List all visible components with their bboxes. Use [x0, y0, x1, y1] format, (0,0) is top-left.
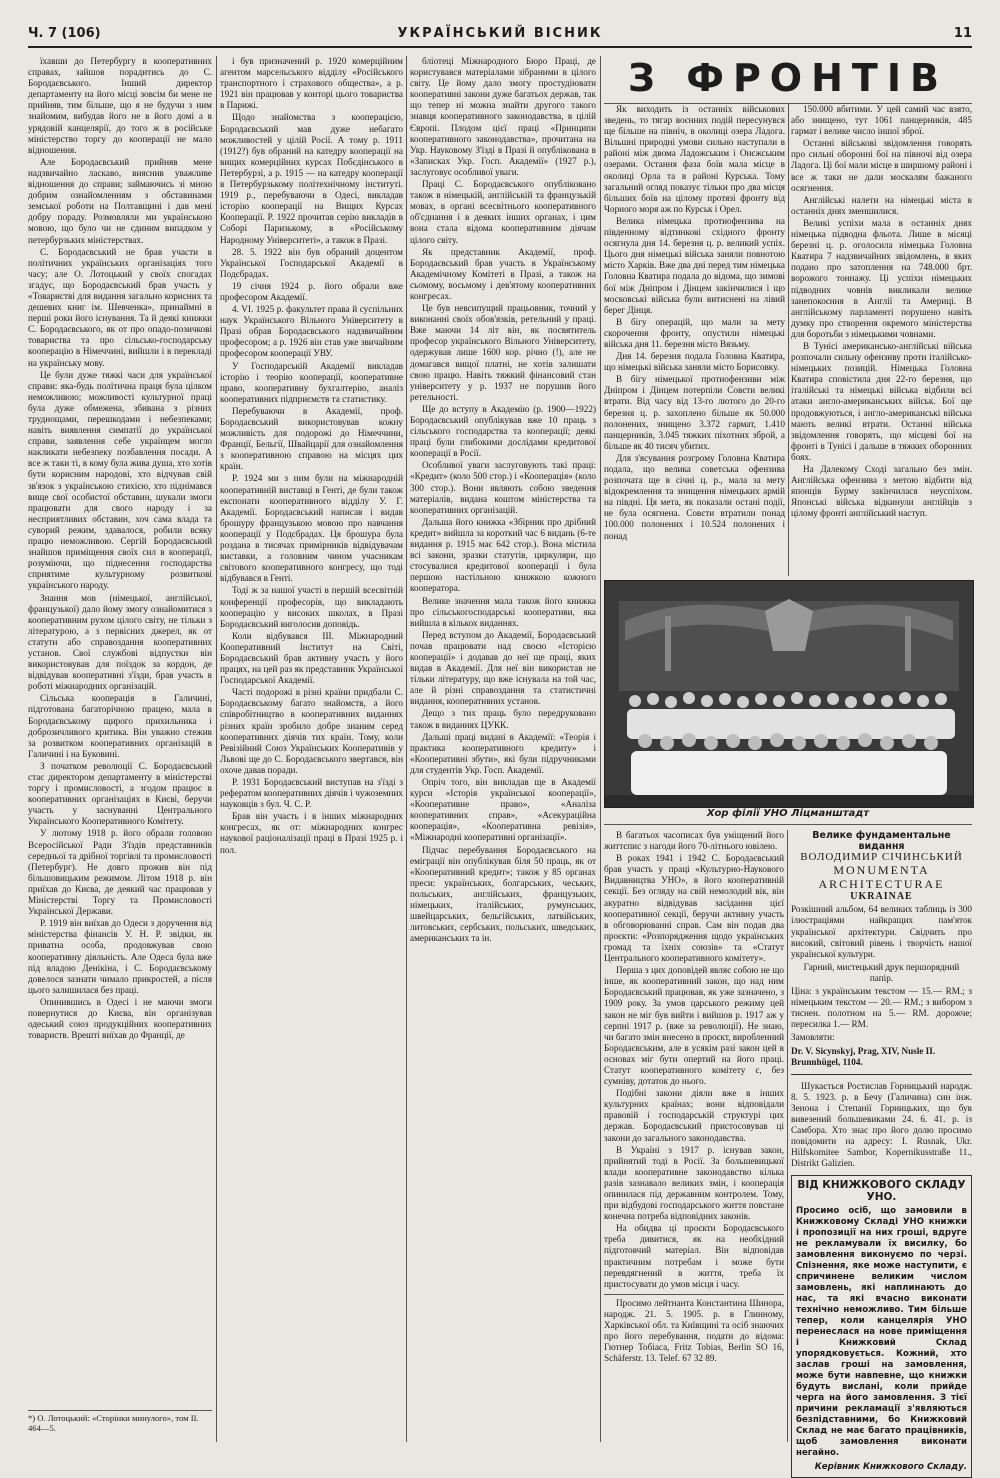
paragraph: Коли відбувався III. Міжнародний Кооперативний Інститут на Світі, Бородаєвський брав активну участь у його працях, на цей раз як представник Української Господарської Академії.: [220, 630, 403, 686]
paragraph: У Господарській Академії викладав історію і теорію кооперації, кооперативне право, кооперативну бухгалтерію, аналіз кооперативних підприємств та статистику.: [220, 360, 403, 404]
paragraph: Перед вступом до Академії, Бородаєвський почав працювати над своєю «Історією кооперації» і додавав до неї ще праці, яких видав в Академії. Для неї він використав не тільки літературу, що вже існувала на той час, але й різні справоздання та статистичні видання, кооперативних установ.: [410, 629, 596, 707]
paragraph: У лютому 1918 р. його обрали головою Всеросійської Ради З'їздів представників середньої та дрібної торгівлі та промисловості (Петербург). Не довго прожив він під більшовицьким режимом. Літом 1918 р. він приїхав до Києва, де деякий час працював у Міністерстві Торгу та Промисловості Української Держави.: [28, 828, 212, 917]
column-divider: [600, 56, 601, 1442]
photo-caption: Хор філії УНО Ліцманштадт: [706, 808, 870, 819]
ad-order-address: Dr. V. Sicynskyj, Prag, XIV, Nusle II. Brunnhügel, 1104.: [791, 1045, 936, 1067]
notice-paragraph: Просимо лейтнанта Константина Шинора, народж. 21. 5. 1905. р. в Глинному, Харківської обл. та Київщині та осіб знаючих про його перебування, подати до відома: Гютнер Тобіаса, Fritz Tobias, Berlin SO 16, Schäferstr. 13. Telef. 67 32 89.: [604, 1294, 784, 1365]
paragraph: Велика німецька протиофензива на південному відтинкові східного фронту осягнула дня 14. березня ц. р. великий успіх. Цього дня німецькі війська заняли повнотою місто Харків. Вже два дні перед тим німецька Головна Кватира подала до відома, що зимові бої між Дніпром і Дінцем закінчилися і що московські війська були витиснені на лівий берег Дінця.: [604, 215, 785, 315]
paragraph: Останні військові звідомлення говорять про сильні оборонні бої на півночі від озера Ладога. Ці бої мали місце в ширшому районі і все ж таки не дали москалям бажаного осягнення.: [791, 138, 972, 193]
section-title: З ФРОНТІВ: [628, 56, 948, 100]
paragraph: Для з'ясування розгрому Головна Кватира подала, що велика советська офензива розпочата ще в січні ц. р., мала за мету відокремлення та знищення німецьких армій на півдні. Ця мета, як показали остані події, не була осягнена. Совєти втратили понад 100.000 полонених і 10.524 полонених і понад: [604, 452, 785, 541]
divider: [604, 824, 972, 825]
paragraph: Тоді ж за нашої участі в першій всесвітній конференції професорів, що викладають кооперацію у високих школах, в Празі Бородаєвський виголосив доповідь.: [220, 585, 403, 629]
ad-title-line: MONUMENTA: [833, 863, 930, 878]
footnote: *) О. Лотоцький: «Сторінки минулого», том II. 464—5.: [28, 1410, 212, 1433]
paragraph: Це були дуже тяжкі часи для української справи: яка-будь політична праця була цілком неможливою; можливості культурної праці була дуже обмежена, збивана з різних труднощами, перешкодами і небезпеками; навіть виявлення симпатії до української справи, заявлення себе українцем могло накликати небезпеку позбавлення посади. А все ж таки ті, в кому була жива душа, хто хотів бути корисним народові, хто відчував свій зв'язок з українською стихією, хто піднімався вище свої особистої обставин, шукали змоги працювати для свого народу і за несприятливих обставин, хоч сама влада та суворий режим, здавалося, робили всяку працю неможливою. Сергій Бородаєвський знайшов приміщення своїх сил в кооперації, розуміючи, що піднесення господарства сприятиме культурному розвиткові українського народу.: [28, 369, 212, 591]
paragraph: Знання мов (німецької, англійської, французької) дало йому змогу ознайомитися з кооперативним рухом цілого світу, не тільки з літературою, а з первісних джерел, як от статути або справоздання кооперативних установ. Свої службові відпустки він використовував для поїздок за кордон, де відвідував кооперативні з'їзди, брав участь в роботі міжнародних організацій.: [28, 592, 212, 692]
paragraph: Це був невсипущий працьовник, точний у виконанні своїх обов'язків, ретельний у праці. Вже маючи 14 літ він, як посвятитель професор українського Вільного Університету, одержував лише 1600 кор. річно (!), але не домагався вищої платні, не хотів залишати свою працю. Навіть тяжкий фінансовий стан університету у р. 1937 не порушив його ретельності.: [410, 303, 596, 402]
front-news-column-2: [791, 104, 972, 576]
column-divider: [216, 56, 217, 1442]
choir-photo: [604, 580, 974, 808]
paragraph: бліотеці Міжнародного Бюро Праці, де користувався матеріалами зібраними в цілого світу. Це йому дало змогу простудіювати кооперативні закони дуже багатьох держав, так що тепер ні можна знайти другого такого знавця кооперативного законодавства, в цілій Європі. Плодом цієї праці «Принципи кооперативного законодавства», прочитана на Укр. Науковому З'їзді в Празі й опублікована в «Записках Укр. Госп. Академії» (1927 р.), заслуговує особливої уваги.: [410, 56, 596, 177]
paragraph: Праці С. Бородаєвського опубліковано також в німецькій, англійській та французькій мовах, в органі всесвітнього кооперативного об'єднання і в деяких інших органах, і цим вона стала відома кооперативним діячам цілого світу.: [410, 179, 596, 245]
newspaper-title: УКРАЇНСЬКИЙ ВІСНИК: [397, 26, 603, 41]
article-continuation-column: [604, 830, 784, 1442]
paragraph: В Україні з 1917 р. існував закон, прийнятий тоді в Росії. За большевицької влади кооперативне законодавство кілька разів зазнавало великих змін, і кооперація опинилася під державним контролем. Тому, при відбудові господарського життя повстане конечна потреба відповідних законів.: [604, 1144, 784, 1222]
column-divider: [787, 830, 788, 1442]
paragraph: Брав він участь і в інших міжнародних конгресах, як от: міжнародних конгрес наукової раціоналізації праці в Празі 1925 р. і пол.: [220, 811, 403, 855]
ad-prices: Ціна: з українським текстом — 15.— RM.; з німецьким текстом — 20.— RM.; з вибором з тиснен. полотном на 5.— RM. дорожче; пересилка 1.— RM.: [791, 986, 972, 1030]
paragraph: Особливої уваги заслуговують такі праці: «Кредит» (коло 500 стор.) і «Кооперація» (коло 300 стор.). Вони являють собою зведення матеріалів, видана коштом міністерства та кооперативних організацій.: [410, 460, 596, 515]
bookstore-text: Просимо осіб, що замовили в Книжковому Складі УНО книжки і пропозиції на них гроші, вдруге не рекламували їх висилку, бо замовлення виконуємо по черзі. Спізнення, яке може наступити, є спричинене великим числом замовлень, які наплинають до нас, та які вчасно виконати технічно неможливо. Тим більше тепер, коли канцелярія УНО перенеслася на нове приміщення і Книжковий Склад упорядковується. Кожний, хто заслав гроші на замовлення, може бути навпевне, що книжки будуть вислані, коли прийде черга на його замовлення. З тієї причини рекламації з'являються безпідставними, бо Книжковий Склад не має багато працівників, щоб замовлення виконати негайно.: [796, 1205, 967, 1458]
paragraph: В бігу операцій, що мали за мету скорочення фронту, опустили німецькі війська дня 11. березня місто Вязьму.: [604, 316, 785, 349]
paragraph: 19 січня 1924 р. його обрали вже професором Академії.: [220, 280, 403, 302]
paragraph: Р. 1931 Бородаєвський виступав на з'їзді з рефератом кооперативних діячів і чужоземних науковців з бул. Ч. С. Р.: [220, 777, 403, 810]
ad-description: Розкішний альбом, 64 великих таблиць із 300 ілюстраціями найкращих пам'яток української архітектури. Свідчить про високий, світовий рівень і творчість нашої української культури.: [791, 904, 972, 959]
paragraph: В бігу німецької протиофензиви між Дніпром і Дінцем потерпіли Совєти великі втрати. Від часу від 13-го лютого до 20-го березня ц. р. захоплено більше як 50.000 полонених, знищено 3.372 гармат, 1.410 панцерників, 3.045 тяжких піхотних зброй, а більше як 40 тисяч убитих.: [604, 374, 785, 451]
bookstore-title: ВІД КНИЖКОВОГО СКЛАДУ УНО.: [797, 1179, 966, 1203]
paragraph: Щодо знайомства з кооперацією, Бородаєвський мав дуже небагато можливостей у цілій Росії. А тому р. 1911 (1912?) був обраний на катедру кооперації на вищих комерційних курсах Побєдінського в Петербурзі, а р. 1915 — на катедру кооперації в Петербурзькому політехнічному інституті. 1919 р., перебуваючи в Одесі, викладав історію кооперації на Вищих Курсах Кооперації. Р. 1922 прочитав серію викладів в Соборі Паризькому, в «Російському Народному Університеті», а також в Празі.: [220, 112, 403, 245]
article-column-1: [28, 56, 212, 1442]
paragraph: їхавши до Петербургу в кооперативних справах, зайшов порадитись до С. Бородаєвського. Інший директор департаменту на його місці зовсім би мене не прийняв, тим більше, що я не будучи з ним знайомим, вибудав його не в його домі а в урядовій канцелярії, до того ж в російське міністерство торгу до кооперації не мало відношення.: [28, 56, 212, 155]
paragraph: Але Бородаєвський прийняв мене надзвичайно ласкаво, вияснив уважливе відношення до справи; займаючись зі мною добрим ознайомленням з обставинами земської роботи на Полтавщині і дав мені добру пораду. Розмовляли ми українською мовою, що було чи не єдиним випадком у петербурзьких міністерствах.: [28, 156, 212, 245]
paragraph: Дещо з тих праць було передруковано також в виданнях ЦУКК.: [410, 708, 596, 730]
divider: [791, 1074, 972, 1075]
page-number: 11: [953, 26, 972, 41]
search-notice: Шукається Ростислав Горницький народж. 8. 5. 1923. р. в Бечу (Галичина) син інж. Зенона і Степанії Горницьких, що був вивезений большевиками 24. 6. 41. р. із Самбора. Хто знає про його долю просимо повідомити на адресу: I. Rusnak, Ukr. Hilfskomitee Sambor, Kopernikusstraße 11., Distrikt Galizien.: [791, 1080, 972, 1169]
paragraph: Опинившись в Одесі і не маючи змоги повернутися до Києва, він організував одеський союз продукційних кооперативних товариств. Врешті виїхав до Франції, де: [28, 996, 212, 1041]
paragraph: В роках 1941 і 1942 С. Бородаєвський брав участь у праці «Культурно-Наукового Видавництва УНО», в його кооперативній секції. Без огляду на свій немолодий вік, він акуратно відвідував засідання цієї кооперативної секції, беручи активну участь в обговорюванні справ. Сам він подав два проєкти: «Розпорядження щодо українських громад та їхніх союзів» та «Статут Центрального кооперативного комітету».: [604, 853, 784, 964]
paragraph: Перебуваючи в Академії, проф. Бородаєвський використовував кожну можливість для подорожі до Німеччини, Франції, Бельгії, Швайцарії для ознайомлення з кооперативною справою на місцях цих країн.: [220, 405, 403, 472]
paragraph: Великі успіхи мала в останніх днях німецька підводна фльота. Лише в місяці березні ц. р. оголосила німецька Головна Кватира 7 надзвичайних звідомлень, в яких подано про затоплення на 748.000 брт. ворожого тоннажу. Ці успіхи німецьких підводних човнів викликали велике занепокоєння в Англії та Америці. В англійському парламенті порушено навіть думку про створення окремого міністерства для боротьби з німецькими човнами.: [791, 217, 972, 339]
paragraph: і був призначений р. 1920 комерційним агентом марсельського відділу «Російського транспортного і страхового общества», а р. 1921 він працював у конторі цього товариства в Парижі.: [220, 56, 403, 111]
paragraph: Опріч того, він викладав ще в Академії курси «Історія української кооперації», «Кооперативне право», «Аналіза кооперативних справ», «Асекураційна кооперація», «Кооперативна ревізія», «Міжнародні кооперативні організації».: [410, 777, 596, 843]
ad-title-line: UKRAINAE: [850, 891, 913, 903]
paragraph: С. Бородаєвський не брав участи в політичних українських організаціях того часу; але О. Лотоцький у своїх спогадах згадує, що Бородаєвський брав участь у «Товаристві для видання загально корисних та дешевих книг ім. Шевченка», принаймні в перші роки його існування. Та й деякі книжки С. Бородаєвського, як от про опадо-позичкові товариства та про сільсько-господарську кооперацію в Німеччині, вийшли і в перекладі на українську мову.: [28, 246, 212, 368]
paragraph: Дня 14. березня подала Головна Кватира, що німецькі війська заняли місто Борисовку.: [604, 351, 785, 373]
paragraph: Перша з цих доповідей являє собою не що інше, як кооперативний закон, що над ним Бородаєвський працював, як уже зазначено, з 1909 року. За умов царського режиму цей закон не міг був вийти і вийшов р. 1917 аж у серпні 1917 р. (вже за революції). Не знаю, чи багато змін внесено в проєкт, виробленний Бородаєвським, але в усякім разі закон цей в основах міг бути опертий на його праці. Статут кооперативного комітету є, без сумніву, дотаток до нього.: [604, 965, 784, 1087]
right-box: [791, 830, 972, 1478]
paragraph: Часті подорожі в різні країни придбали С. Бородаєвському багато знайомств, а його співробітництво в кооперативних виданнях різних країн зробило добре знаним серед кооперативних діячів тих країн. Тому, коли Ревізійний Союз Українських Кооперативів у Львові ще до С. Бородаєвського звертався, він охоче давав поради.: [220, 687, 403, 775]
paragraph: Р. 1924 ми з ним були на міжнародній кооперативній виставці в Генті, де були також експонати кооперативного відділу У. Г. Академії. Бородаєвський написав і видав брошуру французькою мовою про навчання кооперації у Подєбрадах. Ця брошура була роздана в тисячах примірників відвідувачам виставки, а головним чином учасникам світового кооперативного конгресу, що тоді відбувався в Генті.: [220, 473, 403, 584]
paragraph: 150.000 вбитими. У цей самий час взято, або знищено, тут 1061 панцерників, 485 гармат і велике число іншої зброї.: [791, 104, 972, 137]
paragraph: Підчас перебування Бородаєвського на еміграції він опублікував біля 50 праць, як от «Кооперативний кредит»; також у 85 органах преси: українських, болгарських, чеських, польських, англійських, французьких, німецьких, італійських, румунських, швейцарських, бельгійських, латвійських, литовських, сербських, польських, шведських, американських та ін.: [410, 844, 596, 944]
ad-print-note: Гарний, мистецький друк першорядний папір.: [803, 961, 960, 983]
paragraph: Дальша його книжка «Збірник про дрібний кредит» вийшла за короткий час 6 видань (6-те видання р. 1915 має 642 стор.). Вона містила всі закони, зразки статутів, циркуляри, що стосувалися кредитової кооперації і була першою настільною книжкою кожного кооператора.: [410, 516, 596, 594]
paragraph: 4. VI. 1925 р. факультет права й суспільних наук Українського Вільного Університету в Празі обрав Бородаєвського надзвичайним професором; а р. 1926 він став уже звичайним професором кооперації УВУ.: [220, 304, 403, 359]
bookstore-signature: Керівник Книжкового Складу.: [814, 1461, 967, 1472]
paragraph: Ще до вступу в Академію (р. 1900—1922) Бородаєвський опублікував вже 10 праць з сільського господарства та кооперації; деякі праці були глибокими дослідами кредитової кооперації в Росії.: [410, 403, 596, 459]
paragraph: В багатьох часописах був уміщений його життєпис з нагоди його 70-літнього ювілею.: [604, 830, 784, 852]
paragraph: Як виходить із останніх військових зведень, то тягар воєнних подій пересунувся ще більше на північ, в околиці озера Ладога. Вільшні природні умови сильно наступали в районі між двома Ладожським і Онєжським озерами. Остання фаза боїв мала місце в околиці Орла та в районі Курська. Тому загальний огляд показує тільки про два місця більших боїв на цілому протязі фронту від Чорного моря аж по Курськ і Орел.: [604, 104, 785, 214]
paragraph: 28. 5. 1922 він був обраний доцентом Української Господарської Академії в Подєбрадах.: [220, 246, 403, 279]
article-column-3: [410, 56, 596, 1442]
paragraph: Велике значення мала також його книжка про сільськогосподарські кооперативи, яка вийшла в кількох виданнях.: [410, 595, 596, 628]
paragraph: Подібні закони діяли вже в інших культурних країнах; вони відповідали правовій і господарській структурі цих держав. Бородаєвський пристосовував ці закони до загального законодавства.: [604, 1088, 784, 1143]
paragraph: На обидва ці проєкти Бородаєвського треба дивитися, як на необхідний підготовчий матеріал. Він відповідав практичним потребам і може бути перевдягнений в життя, треба їх пристосувати до умов місця і часу.: [604, 1223, 784, 1289]
article-column-2: [220, 56, 403, 1442]
paragraph: Сільська кооперація в Галичині, підготована багаторічною працею, мала в Бородаєвському щирого прихильника і доброзичливого критика. Він уважно стежив за розвитком кооперативних організацій в Галичині і на Буковині.: [28, 693, 212, 759]
ad-title-line: ARCHITECTURAE: [818, 877, 945, 892]
column-divider: [788, 104, 789, 576]
paragraph: В Тунісі американсько-англійські війська розпочали сильну офензиву проти італійсько-німецьких позицій. Німецька Головна Кватира сповістила дня 22-го березня, що італійські та німецькі війська відбили всі атаки англо-американських військ. Бої ще продовжуються, і англо-американські війська мають великі втрати. Останні війська звідомлення говорять, що місцеві бої на фронті в Тунісі і дальше в тяжких оборонних боях.: [791, 340, 972, 462]
issue-number: Ч. 7 (106): [28, 26, 101, 41]
paragraph: Р. 1919 він виїхав до Одеси з доручення від міністерства фінансів У. Н. Р. звідки, як приватна особа, продовжував свою кооперативну діяльність. Але Одеса була вже під владою Денікіна, і С. Бородаєвському довелося зазнати чимало прикростей, а після цього залишилася без праці.: [28, 918, 212, 995]
column-divider: [406, 56, 407, 1442]
front-news-column-1: [604, 104, 785, 576]
paragraph: Дальші праці видані в Академії: «Теорія і практика кооперативного кредиту» і «Кооперативні збути», які були підручниками для студентів Укр. Госп. Академії.: [410, 731, 596, 775]
ad-author: ВОЛОДИМИР СІЧИНСЬКИЙ: [800, 851, 963, 864]
book-advertisement: [791, 830, 972, 1068]
ad-heading: Велике фундаментальне видання: [812, 830, 951, 853]
ad-order-label: Замовляти:: [791, 1032, 835, 1043]
paragraph: На Далекому Сході загально без змін. Англійська офензива з метою відбити від японців Бурму закінчилася неуспіхом. Японські війська відкинули англійців з цілому фронті англійський наступ.: [791, 464, 972, 519]
bookstore-notice: [791, 1175, 972, 1477]
page-header: [28, 22, 972, 48]
paragraph: З початком революції С. Бородаєвський стає директором департаменту в міністерстві торгу і промисловості, а згодом працює в кооперативних організаціях в Києві, беручи участь у заснуванні Центрального Українського Кооперативного Комітету.: [28, 760, 212, 827]
paragraph: Як представник Академії, проф. Бородаєвський брав участь в Українському Академічному Комітеті в Празі, а також на сьомому, восьмому і дев'ятому кооперативних конгресах.: [410, 246, 596, 301]
paragraph: Англійські налети на німецькі міста в останніх днях зменшилися.: [791, 194, 972, 216]
